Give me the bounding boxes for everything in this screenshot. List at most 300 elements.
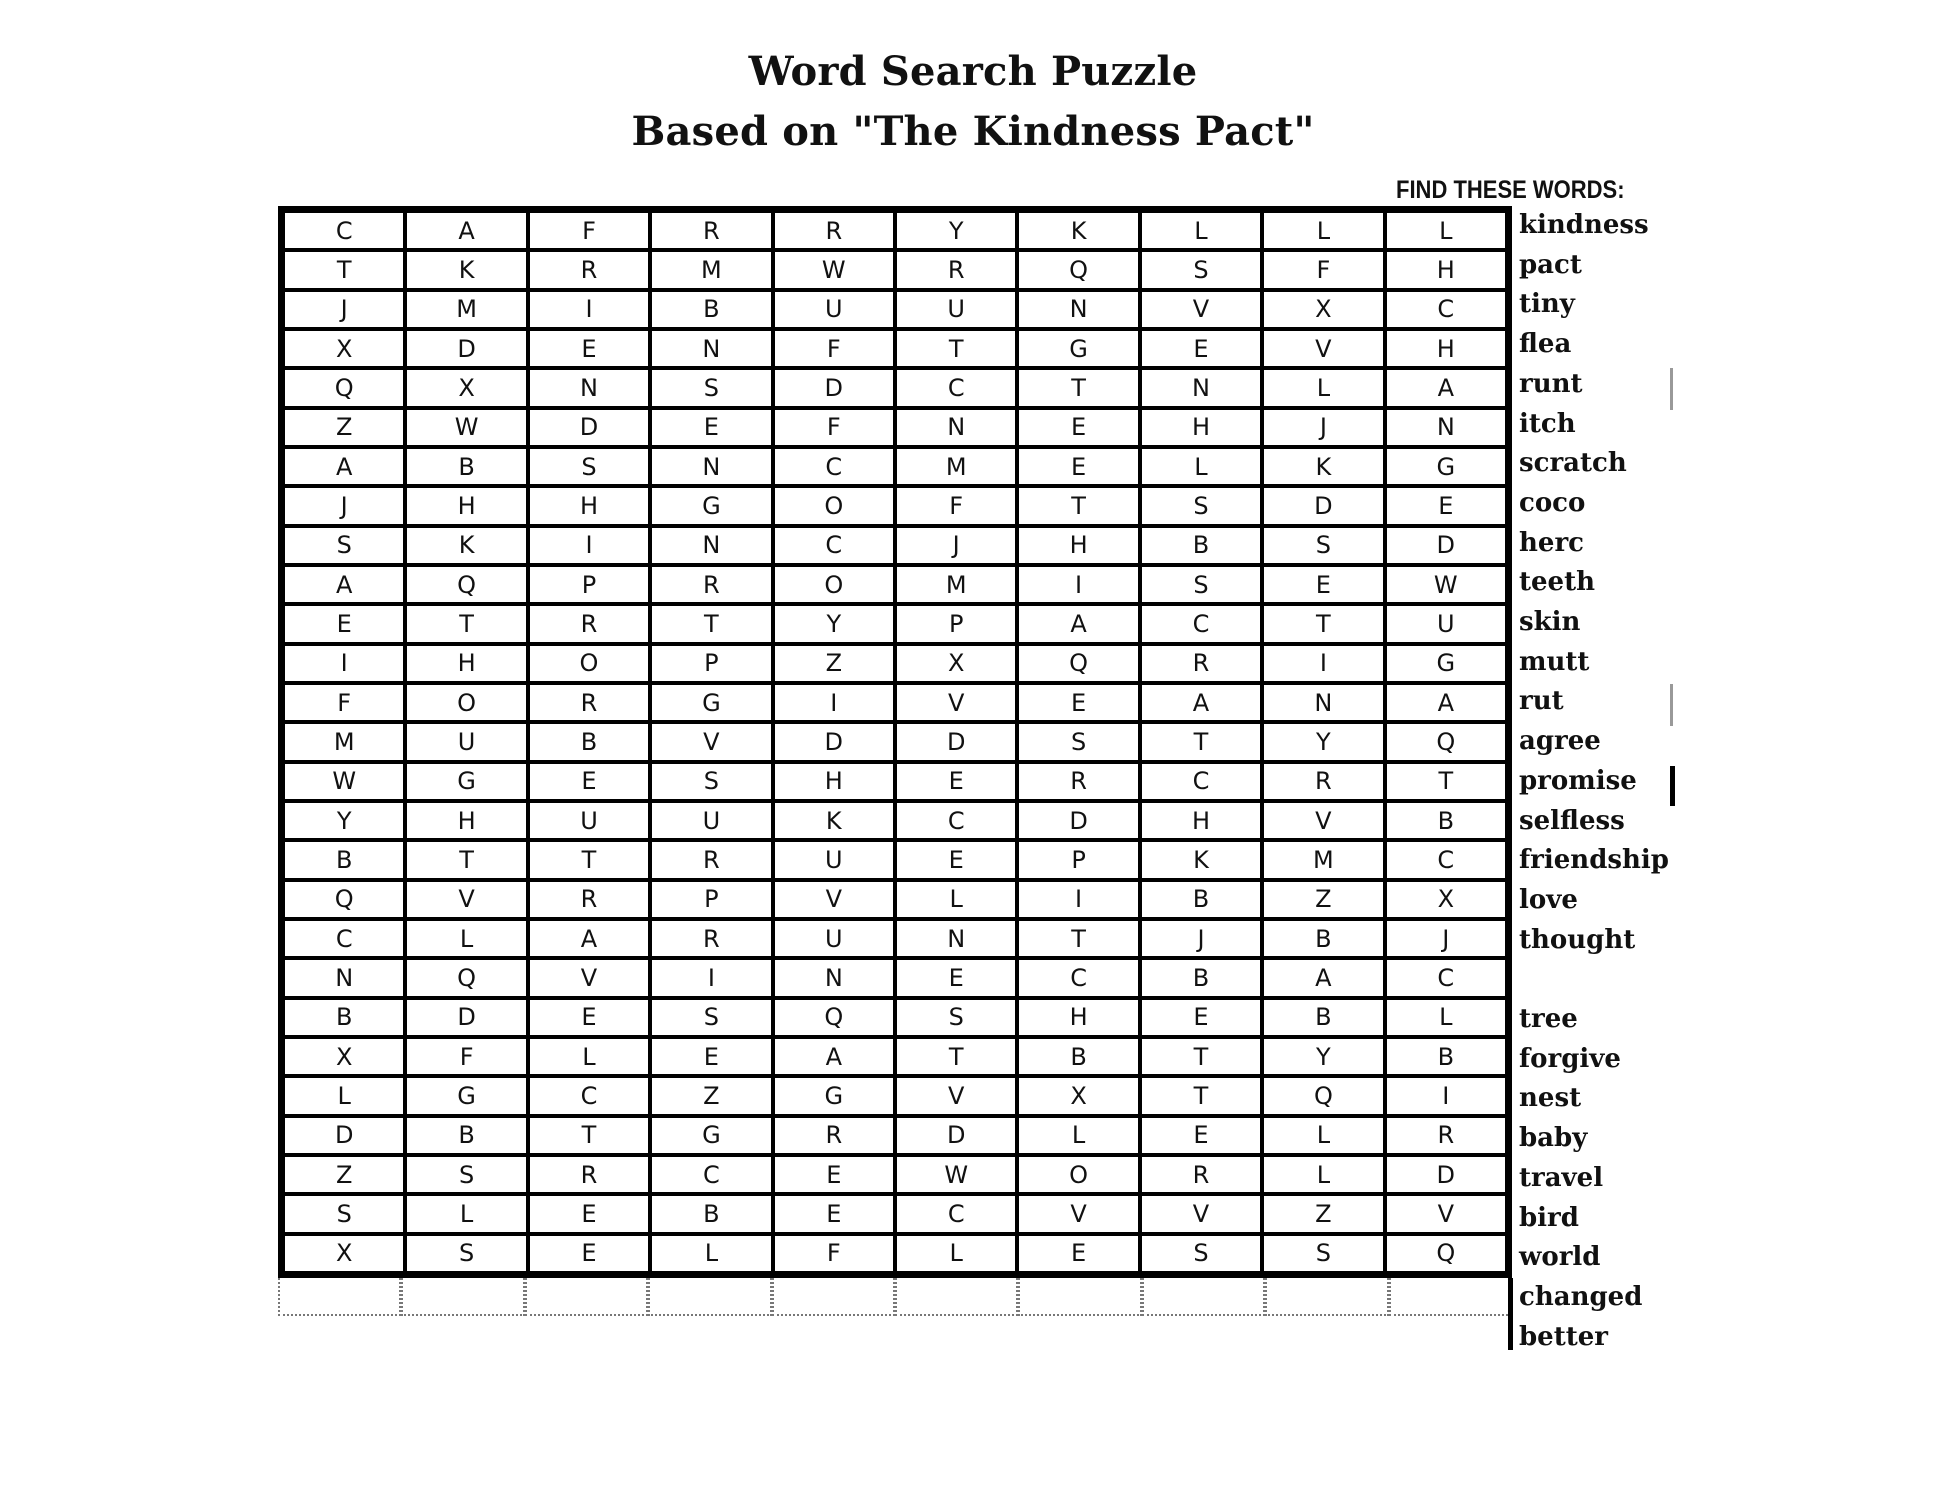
grid-cell: S <box>283 526 405 565</box>
grid-cell: V <box>1140 290 1262 329</box>
grid-cell: T <box>1017 368 1139 407</box>
grid-cell: J <box>283 486 405 525</box>
grid-cell: E <box>1262 565 1384 604</box>
grid-cell: C <box>650 1155 772 1194</box>
grid-cell: T <box>895 1037 1017 1076</box>
word-list-item: promise <box>1519 765 1637 796</box>
grid-cell: I <box>528 290 650 329</box>
grid-cell: E <box>895 958 1017 997</box>
grid-cell: Q <box>1262 1076 1384 1115</box>
grid-cell: T <box>1385 762 1507 801</box>
grid-cell: P <box>650 644 772 683</box>
grid-cell: L <box>405 1194 527 1233</box>
grid-cell: B <box>650 1194 772 1233</box>
grid-cell: N <box>650 447 772 486</box>
grid-cell: T <box>895 329 1017 368</box>
grid-cell: E <box>528 762 650 801</box>
grid-cell: X <box>283 329 405 368</box>
grid-cell: C <box>1140 762 1262 801</box>
margin-mark <box>1670 684 1673 726</box>
grid-cell: P <box>1017 840 1139 879</box>
grid-cell: L <box>1140 447 1262 486</box>
grid-cell: C <box>1140 604 1262 643</box>
grid-cell: H <box>405 644 527 683</box>
grid-cell: E <box>1140 998 1262 1037</box>
grid-cell: V <box>1140 1194 1262 1233</box>
grid-cell: U <box>650 801 772 840</box>
grid-cell: T <box>528 840 650 879</box>
grid-cell: W <box>773 250 895 289</box>
grid-cell: I <box>528 526 650 565</box>
word-list-item: nest <box>1519 1083 1582 1114</box>
grid-cell: Y <box>283 801 405 840</box>
grid-cell: Q <box>1017 644 1139 683</box>
grid-cell: V <box>1017 1194 1139 1233</box>
grid-cell: I <box>1262 644 1384 683</box>
grid-cell: E <box>650 408 772 447</box>
margin-mark <box>1670 368 1673 410</box>
grid-cell: L <box>1262 368 1384 407</box>
grid-cell: E <box>773 1155 895 1194</box>
grid-cell: R <box>1140 644 1262 683</box>
grid-cell: H <box>1140 801 1262 840</box>
grid-cell: O <box>528 644 650 683</box>
grid-cell: J <box>1262 408 1384 447</box>
grid-cell: B <box>283 840 405 879</box>
grid-cell: Z <box>1262 880 1384 919</box>
grid-cell: W <box>1385 565 1507 604</box>
grid-cell: T <box>1140 722 1262 761</box>
grid-cell: J <box>1140 919 1262 958</box>
grid-cell: S <box>405 1234 527 1273</box>
grid-cell: E <box>1385 486 1507 525</box>
word-list-item: teeth <box>1519 567 1596 598</box>
grid-cell: R <box>1140 1155 1262 1194</box>
grid-cell: D <box>405 329 527 368</box>
grid-cell: F <box>773 329 895 368</box>
grid-cell: Q <box>283 880 405 919</box>
grid-cell: I <box>773 683 895 722</box>
grid-cell: B <box>405 447 527 486</box>
grid-cell: N <box>1385 408 1507 447</box>
grid-cell: F <box>528 211 650 250</box>
grid-cell: Q <box>405 565 527 604</box>
word-list-item: tree <box>1519 1004 1578 1035</box>
grid-cell: A <box>1262 958 1384 997</box>
grid-cell: U <box>773 919 895 958</box>
grid-cell: C <box>283 211 405 250</box>
grid-cell: L <box>1140 211 1262 250</box>
word-list-item: forgive <box>1519 1043 1621 1074</box>
grid-cell: I <box>283 644 405 683</box>
grid-cell: L <box>1262 1116 1384 1155</box>
grid-cell: R <box>528 1155 650 1194</box>
grid-cell: X <box>1262 290 1384 329</box>
grid-cell: K <box>1262 447 1384 486</box>
grid-cell: R <box>528 880 650 919</box>
grid-cell: B <box>1140 958 1262 997</box>
grid-cell: G <box>405 1076 527 1115</box>
grid-cell: Q <box>773 998 895 1037</box>
grid-cell: V <box>1262 329 1384 368</box>
grid-cell: T <box>405 840 527 879</box>
grid-cell: E <box>1140 1116 1262 1155</box>
grid-cell: X <box>405 368 527 407</box>
page-subtitle: Based on "The Kindness Pact" <box>631 108 1315 155</box>
grid-cell: C <box>895 801 1017 840</box>
grid-cell: W <box>895 1155 1017 1194</box>
grid-cell: D <box>895 1116 1017 1155</box>
grid-cell: L <box>1262 211 1384 250</box>
grid-cell: G <box>650 683 772 722</box>
grid-cell: N <box>650 329 772 368</box>
grid-cell: L <box>650 1234 772 1273</box>
grid-cell: E <box>1140 329 1262 368</box>
grid-cell: H <box>773 762 895 801</box>
grid-cell: I <box>1017 880 1139 919</box>
grid-cell: M <box>895 565 1017 604</box>
word-list-item: scratch <box>1519 448 1627 479</box>
grid-cell: E <box>528 1234 650 1273</box>
word-list-item: bird <box>1519 1202 1579 1233</box>
word-list-item: world <box>1519 1242 1601 1273</box>
grid-cell: D <box>405 998 527 1037</box>
grid-cell: R <box>650 565 772 604</box>
grid-cell: S <box>1140 250 1262 289</box>
grid-cell: B <box>1262 998 1384 1037</box>
letter-grid <box>278 206 1512 1278</box>
grid-cell: D <box>528 408 650 447</box>
grid-cell: A <box>1385 368 1507 407</box>
grid-cell: H <box>405 486 527 525</box>
word-list-item: coco <box>1519 487 1586 518</box>
grid-cell: K <box>1140 840 1262 879</box>
grid-cell: C <box>1385 958 1507 997</box>
grid-cell: N <box>895 919 1017 958</box>
grid-cell: L <box>1385 211 1507 250</box>
grid-cell: E <box>650 1037 772 1076</box>
grid-cell: E <box>528 1194 650 1233</box>
grid-cell: F <box>773 1234 895 1273</box>
grid-cell: Y <box>773 604 895 643</box>
grid-cell: S <box>1140 486 1262 525</box>
grid-cell: L <box>1262 1155 1384 1194</box>
grid-cell: H <box>1017 998 1139 1037</box>
grid-cell: N <box>528 368 650 407</box>
grid-cell: Y <box>1262 722 1384 761</box>
grid-cell: N <box>895 408 1017 447</box>
grid-cell: W <box>405 408 527 447</box>
grid-cell: N <box>650 526 772 565</box>
grid-cell: H <box>1385 250 1507 289</box>
word-list-item: herc <box>1519 527 1584 558</box>
word-list-item: tiny <box>1519 289 1575 320</box>
grid-cell: Q <box>1017 250 1139 289</box>
grid-cell: R <box>528 250 650 289</box>
word-list-item: itch <box>1519 408 1576 439</box>
grid-cell: X <box>895 644 1017 683</box>
grid-cell: T <box>1140 1076 1262 1115</box>
grid-cell: Q <box>405 958 527 997</box>
grid-cell: N <box>1262 683 1384 722</box>
grid-cell: I <box>1017 565 1139 604</box>
grid-cell: O <box>773 565 895 604</box>
grid-cell: D <box>1017 801 1139 840</box>
grid-cell: C <box>1017 958 1139 997</box>
grid-cell: K <box>405 250 527 289</box>
grid-cell: S <box>283 1194 405 1233</box>
grid-cell: Z <box>773 644 895 683</box>
grid-cell: Z <box>283 408 405 447</box>
grid-cell: M <box>283 722 405 761</box>
grid-cell: V <box>650 722 772 761</box>
grid-cell: F <box>1262 250 1384 289</box>
margin-mark <box>1670 766 1675 806</box>
grid-cell: S <box>405 1155 527 1194</box>
grid-cell: N <box>283 958 405 997</box>
grid-cell: T <box>283 250 405 289</box>
grid-cell: B <box>1385 1037 1507 1076</box>
grid-cell: I <box>650 958 772 997</box>
grid-cell: H <box>405 801 527 840</box>
grid-cell: K <box>405 526 527 565</box>
word-list-item: changed <box>1519 1282 1643 1312</box>
grid-cell: V <box>1385 1194 1507 1233</box>
word-list-item: thought <box>1519 924 1636 955</box>
grid-cell: H <box>1385 329 1507 368</box>
grid-cell: R <box>1262 762 1384 801</box>
grid-cell: D <box>773 722 895 761</box>
grid-cell: E <box>1017 683 1139 722</box>
grid-cell: S <box>1262 1234 1384 1273</box>
grid-cell: A <box>773 1037 895 1076</box>
grid-cell: A <box>405 211 527 250</box>
grid-cell: X <box>1385 880 1507 919</box>
page-title: Word Search Puzzle <box>748 48 1198 95</box>
grid-cell: U <box>773 840 895 879</box>
grid-cell: V <box>1262 801 1384 840</box>
grid-cell: S <box>650 368 772 407</box>
grid-cell: E <box>773 1194 895 1233</box>
grid-cell: L <box>283 1076 405 1115</box>
grid-cell: Z <box>1262 1194 1384 1233</box>
grid-cell: H <box>1140 408 1262 447</box>
grid-cell: R <box>650 840 772 879</box>
grid-cell: R <box>650 211 772 250</box>
grid-cell: T <box>1017 919 1139 958</box>
grid-cell: B <box>1140 526 1262 565</box>
grid-cell: U <box>528 801 650 840</box>
grid-cell: B <box>1262 919 1384 958</box>
grid-cell: O <box>1017 1155 1139 1194</box>
grid-cell: F <box>405 1037 527 1076</box>
grid-cell: P <box>895 604 1017 643</box>
grid-cell: B <box>283 998 405 1037</box>
grid-cell: X <box>1017 1076 1139 1115</box>
word-list-item: selfless <box>1519 805 1625 836</box>
grid-cell: F <box>283 683 405 722</box>
word-list-item: mutt <box>1519 646 1590 677</box>
grid-cell: P <box>528 565 650 604</box>
grid-cell: E <box>528 998 650 1037</box>
grid-cell: L <box>1385 998 1507 1037</box>
word-list-item: better <box>1519 1321 1608 1352</box>
word-list-item: kindness <box>1519 210 1649 240</box>
grid-cell: T <box>1262 604 1384 643</box>
grid-cell: A <box>1140 683 1262 722</box>
grid-cell: S <box>650 998 772 1037</box>
grid-cell: T <box>528 1116 650 1155</box>
grid-cell: L <box>895 1234 1017 1273</box>
grid-cell: U <box>773 290 895 329</box>
grid-cell: M <box>1262 840 1384 879</box>
grid-cell: B <box>650 290 772 329</box>
word-list-item: skin <box>1519 607 1581 638</box>
grid-cell: D <box>1385 1155 1507 1194</box>
grid-cell: B <box>1140 880 1262 919</box>
grid-cell: V <box>405 880 527 919</box>
grid-cell: X <box>283 1234 405 1273</box>
grid-cell: I <box>1385 1076 1507 1115</box>
word-list-item: travel <box>1519 1162 1604 1193</box>
grid-cell: J <box>895 526 1017 565</box>
grid-cell: B <box>405 1116 527 1155</box>
grid-cell: C <box>895 1194 1017 1233</box>
grid-cell: O <box>773 486 895 525</box>
grid-cell: E <box>1017 1234 1139 1273</box>
grid-cell: A <box>283 447 405 486</box>
grid-cell: G <box>1385 447 1507 486</box>
grid-cell: V <box>528 958 650 997</box>
grid-cell: R <box>1017 762 1139 801</box>
grid-cell: S <box>650 762 772 801</box>
grid-cell: T <box>1017 486 1139 525</box>
grid-cell: K <box>773 801 895 840</box>
grid-cell: Q <box>1385 722 1507 761</box>
grid-cell: R <box>650 919 772 958</box>
grid-cell: Q <box>283 368 405 407</box>
grid-cell: M <box>405 290 527 329</box>
grid-cell: U <box>895 290 1017 329</box>
grid-cell: V <box>773 880 895 919</box>
grid-cell: Y <box>895 211 1017 250</box>
grid-cell: Z <box>650 1076 772 1115</box>
grid-cell: E <box>1017 408 1139 447</box>
grid-cell: Z <box>283 1155 405 1194</box>
grid-cell: C <box>1385 840 1507 879</box>
find-words-heading: FIND THESE WORDS: <box>1396 176 1625 204</box>
grid-cell: S <box>1017 722 1139 761</box>
grid-cell: A <box>1385 683 1507 722</box>
list-divider-line <box>1508 1278 1513 1350</box>
grid-cell: F <box>895 486 1017 525</box>
grid-cell: C <box>1385 290 1507 329</box>
grid-cell: H <box>528 486 650 525</box>
grid-cell: Q <box>1385 1234 1507 1273</box>
grid-cell: C <box>773 526 895 565</box>
grid-cell: R <box>773 211 895 250</box>
grid-cell: G <box>650 1116 772 1155</box>
grid-cell: A <box>1017 604 1139 643</box>
grid-cell: K <box>1017 211 1139 250</box>
word-list-item: pact <box>1519 249 1582 280</box>
grid-cell: L <box>1017 1116 1139 1155</box>
grid-cell: U <box>1385 604 1507 643</box>
grid-cell: D <box>1262 486 1384 525</box>
word-list-item: baby <box>1519 1123 1588 1154</box>
word-list-item: friendship <box>1519 845 1669 876</box>
grid-cell: D <box>773 368 895 407</box>
grid-cell: R <box>528 683 650 722</box>
grid-cell: O <box>405 683 527 722</box>
grid-cell: J <box>1385 919 1507 958</box>
grid-cell: V <box>895 683 1017 722</box>
grid-cell: R <box>528 604 650 643</box>
grid-cell: A <box>283 565 405 604</box>
grid-cell: L <box>528 1037 650 1076</box>
word-list-item: rut <box>1519 686 1564 717</box>
grid-cell: E <box>528 329 650 368</box>
grid-cell: U <box>405 722 527 761</box>
grid-cell: X <box>283 1037 405 1076</box>
grid-cell: E <box>283 604 405 643</box>
grid-cell: T <box>405 604 527 643</box>
grid-cell: F <box>773 408 895 447</box>
grid-cell: M <box>650 250 772 289</box>
grid-cell: T <box>1140 1037 1262 1076</box>
grid-cell: D <box>895 722 1017 761</box>
grid-cell: L <box>895 880 1017 919</box>
grid-cell: D <box>283 1116 405 1155</box>
grid-cell: B <box>1385 801 1507 840</box>
grid-cell: G <box>773 1076 895 1115</box>
word-list-item: flea <box>1519 329 1572 360</box>
grid-cell: J <box>283 290 405 329</box>
grid-cell: W <box>283 762 405 801</box>
word-list-item: love <box>1519 884 1578 915</box>
grid-cell: G <box>1385 644 1507 683</box>
grid-cell: G <box>650 486 772 525</box>
grid-cell: R <box>895 250 1017 289</box>
grid-cell: N <box>773 958 895 997</box>
grid-cell: S <box>1262 526 1384 565</box>
grid-cell: B <box>1017 1037 1139 1076</box>
grid-cell: H <box>1017 526 1139 565</box>
grid-cell: A <box>528 919 650 958</box>
grid-cell: S <box>528 447 650 486</box>
grid-cell: G <box>405 762 527 801</box>
empty-grid-row <box>278 1278 1512 1316</box>
grid-cell: D <box>1385 526 1507 565</box>
grid-cell: N <box>1017 290 1139 329</box>
grid-cell: E <box>895 762 1017 801</box>
grid-cell: E <box>895 840 1017 879</box>
grid-cell: T <box>650 604 772 643</box>
grid-cell: N <box>1140 368 1262 407</box>
grid-cell: V <box>895 1076 1017 1115</box>
grid-cell: S <box>1140 565 1262 604</box>
grid-cell: S <box>1140 1234 1262 1273</box>
grid-cell: C <box>528 1076 650 1115</box>
grid-cell: E <box>1017 447 1139 486</box>
grid-cell: C <box>283 919 405 958</box>
grid-cell: G <box>1017 329 1139 368</box>
word-list-item: agree <box>1519 726 1601 757</box>
grid-cell: R <box>1385 1116 1507 1155</box>
grid-cell: L <box>405 919 527 958</box>
grid-cell: B <box>528 722 650 761</box>
grid-cell: P <box>650 880 772 919</box>
